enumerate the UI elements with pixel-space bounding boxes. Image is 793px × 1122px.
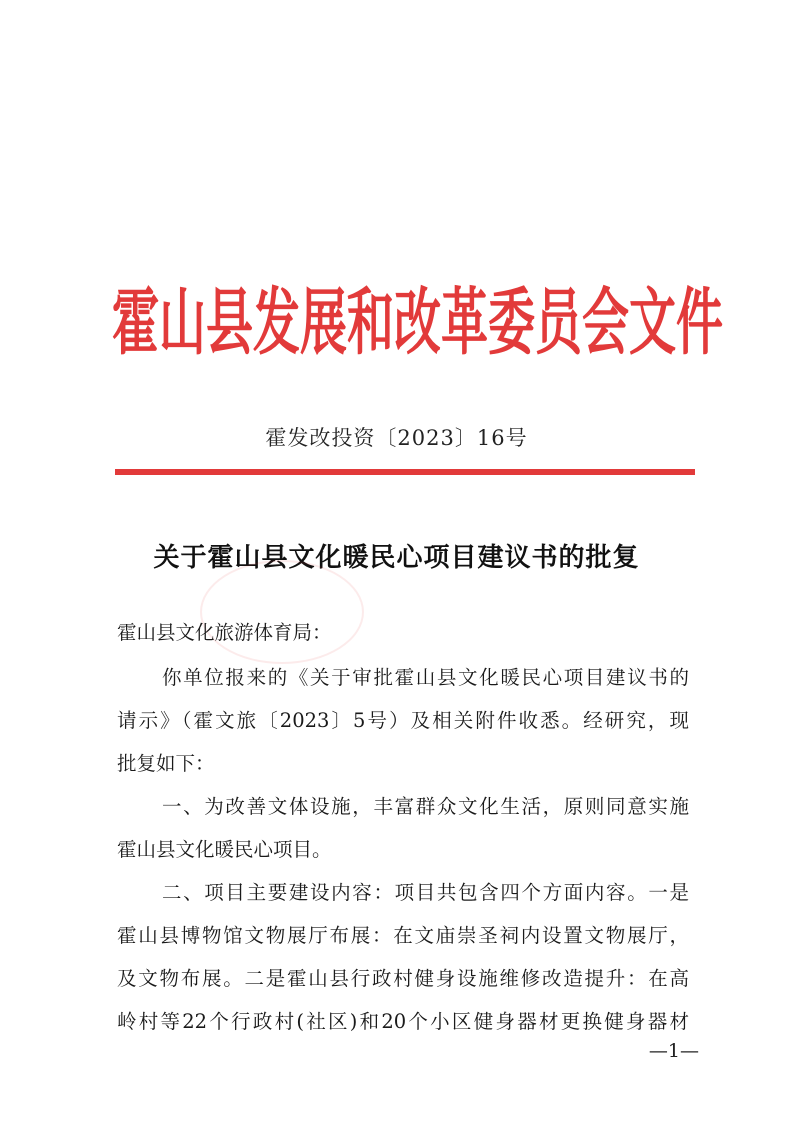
header-char: 展 (300, 280, 347, 366)
header-char: 山 (159, 280, 206, 366)
body-line: 批复如下： (117, 752, 215, 775)
red-separator-rule (115, 469, 695, 475)
body-line: 二、项目主要建设内容：项目共包含四个方面内容。一是 (162, 881, 689, 904)
faded-seal (200, 560, 364, 664)
body-line: 岭村等22个行政村(社区)和20个小区健身器材更换健身器材 (117, 1010, 689, 1033)
document-number: 霍发改投资〔2023〕16号 (265, 426, 528, 450)
body-line: 霍山县博物馆文物展厅布展：在文庙崇圣祠内设置文物展厅， (117, 924, 689, 947)
body-line: 请示》（霍文旅〔2023〕5号）及相关附件收悉。经研究，现 (117, 709, 689, 732)
header-char: 霍 (112, 280, 159, 366)
header-char: 员 (535, 280, 582, 366)
header-char: 委 (488, 280, 535, 366)
header-char: 和 (347, 280, 394, 366)
header-char: 革 (441, 280, 488, 366)
header-char: 发 (253, 280, 300, 366)
body-line: 霍山县文化暖民心项目。 (117, 838, 332, 861)
header-char: 文 (629, 280, 676, 366)
header-char: 会 (582, 280, 629, 366)
addressee-line: 霍山县文化旅游体育局： (117, 621, 332, 644)
page-number: —1— (648, 1040, 699, 1062)
body-line: 及文物布展。二是霍山县行政村健身设施维修改造提升：在高 (117, 967, 689, 990)
header-char: 件 (676, 280, 723, 366)
body-line: 一、为改善文体设施，丰富群众文化生活，原则同意实施 (162, 795, 689, 818)
header-char: 县 (206, 280, 253, 366)
document-title: 关于霍山县文化暖民心项目建议书的批复 (153, 543, 640, 573)
issuing-authority-header (112, 268, 723, 378)
header-char: 改 (394, 280, 441, 366)
body-line: 你单位报来的《关于审批霍山县文化暖民心项目建议书的 (162, 666, 689, 689)
